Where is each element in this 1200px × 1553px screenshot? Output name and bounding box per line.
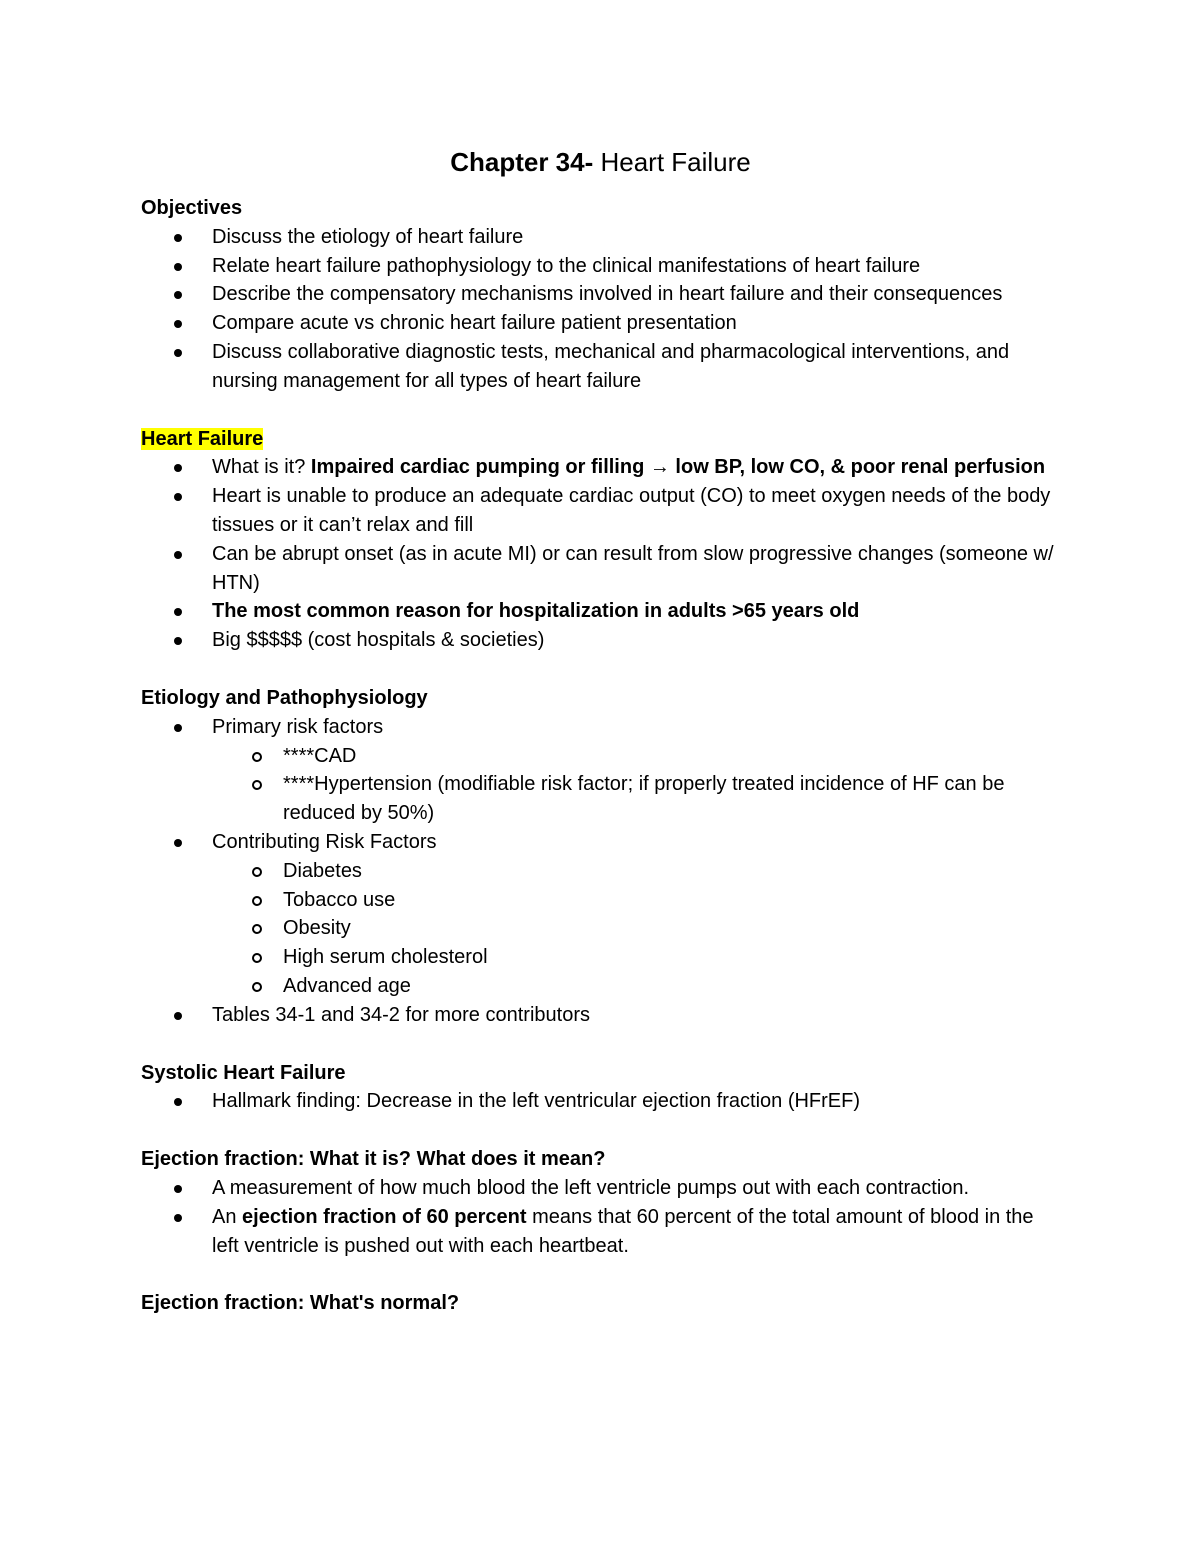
list-item: Compare acute vs chronic heart failure patient presentation (141, 309, 1060, 338)
bullet-icon (174, 349, 182, 357)
list-item: Can be abrupt onset (as in acute MI) or can result from slow progressive changes (someone w/ HTN) (141, 540, 1060, 598)
heart-failure-heading (141, 425, 1060, 454)
sub-list-item: ****Hypertension (modifiable risk factor; if properly treated incidence of HF can be reduced by 50%) (212, 770, 1060, 828)
page-title (141, 144, 1060, 180)
list-item: Tables 34-1 and 34-2 for more contributors (141, 1001, 1060, 1030)
bullet-icon (174, 724, 182, 732)
sub-list-item: Obesity (212, 914, 1060, 943)
sub-list-item: High serum cholesterol (212, 943, 1060, 972)
systolic-section (141, 1059, 1060, 1117)
list-item: Describe the compensatory mechanisms involved in heart failure and their consequences (141, 280, 1060, 309)
etiology-section (141, 684, 1060, 1030)
list-item: Primary risk factors ****CAD ****Hypertension (modifiable risk factor; if properly treated incidence of HF can be reduced by 50%) (141, 713, 1060, 828)
bullet-icon (174, 839, 182, 847)
hollow-bullet-icon (252, 953, 262, 963)
heart-failure-section (141, 425, 1060, 655)
bullet-icon (174, 320, 182, 328)
systolic-list (141, 1087, 1060, 1116)
bullet-icon (174, 1012, 182, 1020)
ejection-fraction-heading: Ejection fraction: What it is? What does it mean? (141, 1148, 606, 1171)
objectives-list (141, 223, 1060, 396)
ejection-normal-heading: Ejection fraction: What's normal? (141, 1292, 460, 1315)
objectives-section (141, 194, 1060, 396)
ejection-fraction-section (141, 1145, 1060, 1260)
list-item: Discuss collaborative diagnostic tests, mechanical and pharmacological interventions, and nursing management for all types of heart failure (141, 338, 1060, 396)
contributing-risk-list (212, 857, 1060, 1001)
hollow-bullet-icon (252, 896, 262, 906)
objectives-heading: Objectives (141, 197, 243, 219)
list-item: Heart is unable to produce an adequate cardiac output (CO) to meet oxygen needs of the body tissues or it can’t relax and fill (141, 482, 1060, 540)
sub-list-item: ****CAD (212, 742, 1060, 771)
sub-list-item: Diabetes (212, 857, 1060, 886)
list-item: Big $$$$$ (cost hospitals & societies) (141, 626, 1060, 655)
hollow-bullet-icon (252, 752, 262, 762)
bullet-icon (174, 1214, 182, 1222)
bullet-icon (174, 1098, 182, 1106)
bullet-icon (174, 464, 182, 472)
bullet-icon (174, 637, 182, 645)
list-item: An ejection fraction of 60 percent means that 60 percent of the total amount of blood in the left ventricle is pushed out with each heartbeat. (141, 1203, 1060, 1261)
list-item: What is it? Impaired cardiac pumping or filling → low BP, low CO, & poor renal perfusion (141, 453, 1060, 482)
bullet-icon (174, 551, 182, 559)
list-item: Hallmark finding: Decrease in the left ventricular ejection fraction (HFrEF) (141, 1087, 1060, 1116)
page-title-topic: Heart Failure (593, 147, 751, 177)
ejection-normal-section (141, 1289, 1060, 1318)
hollow-bullet-icon (252, 780, 262, 790)
list-item: Relate heart failure pathophysiology to the clinical manifestations of heart failure (141, 252, 1060, 281)
bullet-icon (174, 291, 182, 299)
bullet-icon (174, 493, 182, 501)
bullet-icon (174, 234, 182, 242)
sub-list-item: Advanced age (212, 972, 1060, 1001)
page-title-chapter: Chapter 34- (450, 147, 594, 177)
bullet-icon (174, 263, 182, 271)
right-arrow-icon: → (649, 456, 670, 479)
heart-failure-list (141, 453, 1060, 655)
sub-list-item: Tobacco use (212, 886, 1060, 915)
list-item: A measurement of how much blood the left ventricle pumps out with each contraction. (141, 1174, 1060, 1203)
systolic-heading: Systolic Heart Failure (141, 1061, 346, 1084)
etiology-list (141, 713, 1060, 1030)
list-item: The most common reason for hospitalization in adults >65 years old (141, 597, 1060, 626)
hollow-bullet-icon (252, 867, 262, 877)
highlighted-heading-text: Heart Failure (141, 427, 264, 450)
hollow-bullet-icon (252, 982, 262, 992)
ejection-fraction-list (141, 1174, 1060, 1260)
hollow-bullet-icon (252, 924, 262, 934)
bullet-icon (174, 1185, 182, 1193)
list-item: Discuss the etiology of heart failure (141, 223, 1060, 252)
etiology-heading: Etiology and Pathophysiology (141, 686, 428, 709)
bullet-icon (174, 608, 182, 616)
list-item: Contributing Risk Factors Diabetes Tobacco use Obesity High serum cholesterol Advanced age (141, 828, 1060, 1001)
primary-risk-list (212, 742, 1060, 828)
